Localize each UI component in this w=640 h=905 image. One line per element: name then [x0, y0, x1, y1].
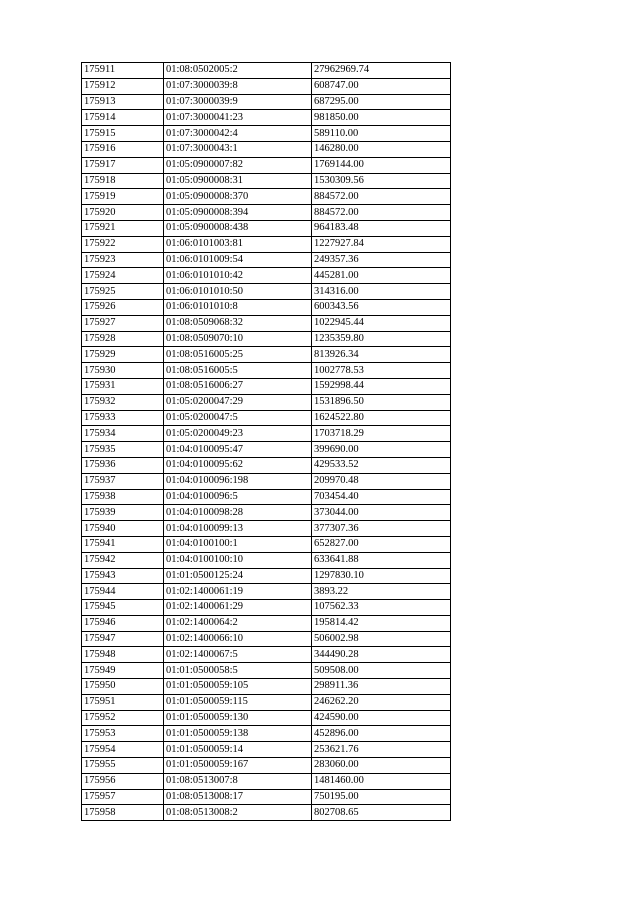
- table-row: [82, 426, 451, 442]
- cadastral-number-cell: 01:07:3000043:1: [164, 141, 312, 157]
- value-cell: 27962969.74: [312, 63, 451, 79]
- table-row: [82, 442, 451, 458]
- value-cell: 195814.42: [312, 615, 451, 631]
- table-row: [82, 252, 451, 268]
- row-number-cell: 175941: [82, 536, 164, 552]
- row-number-cell: 175942: [82, 552, 164, 568]
- table-row: [82, 789, 451, 805]
- cadastral-number-cell: 01:04:0100098:28: [164, 505, 312, 521]
- cadastral-number-cell: 01:05:0900008:438: [164, 220, 312, 236]
- table-row: [82, 600, 451, 616]
- row-number-cell: 175935: [82, 442, 164, 458]
- cadastral-number-cell: 01:05:0200047:5: [164, 410, 312, 426]
- value-cell: 506002.98: [312, 631, 451, 647]
- table-row: [82, 552, 451, 568]
- value-cell: 314316.00: [312, 284, 451, 300]
- row-number-cell: 175939: [82, 505, 164, 521]
- row-number-cell: 175938: [82, 489, 164, 505]
- cadastral-number-cell: 01:05:0900008:31: [164, 173, 312, 189]
- value-cell: 298911.36: [312, 679, 451, 695]
- table-body: [82, 63, 451, 821]
- cadastral-number-cell: 01:05:0900008:370: [164, 189, 312, 205]
- row-number-cell: 175956: [82, 773, 164, 789]
- row-number-cell: 175951: [82, 694, 164, 710]
- row-number-cell: 175957: [82, 789, 164, 805]
- value-cell: 445281.00: [312, 268, 451, 284]
- row-number-cell: 175933: [82, 410, 164, 426]
- cadastral-number-cell: 01:06:0101009:54: [164, 252, 312, 268]
- value-cell: 750195.00: [312, 789, 451, 805]
- value-cell: 652827.00: [312, 536, 451, 552]
- table-row: [82, 679, 451, 695]
- row-number-cell: 175936: [82, 457, 164, 473]
- value-cell: 1002778.53: [312, 363, 451, 379]
- cadastral-number-cell: 01:07:3000039:9: [164, 94, 312, 110]
- cadastral-number-cell: 01:08:0513008:2: [164, 805, 312, 821]
- cadastral-number-cell: 01:06:0101010:50: [164, 284, 312, 300]
- value-cell: 452896.00: [312, 726, 451, 742]
- value-cell: 1297830.10: [312, 568, 451, 584]
- row-number-cell: 175927: [82, 315, 164, 331]
- value-cell: 703454.40: [312, 489, 451, 505]
- cadastral-number-cell: 01:06:0101010:8: [164, 299, 312, 315]
- table-row: [82, 315, 451, 331]
- value-cell: 1531896.50: [312, 394, 451, 410]
- cadastral-number-cell: 01:01:0500059:167: [164, 758, 312, 774]
- row-number-cell: 175926: [82, 299, 164, 315]
- value-cell: 1481460.00: [312, 773, 451, 789]
- table-row: [82, 63, 451, 79]
- row-number-cell: 175946: [82, 615, 164, 631]
- table-row: [82, 94, 451, 110]
- cadastral-number-cell: 01:02:1400064:2: [164, 615, 312, 631]
- table-row: [82, 805, 451, 821]
- cadastral-number-cell: 01:08:0509070:10: [164, 331, 312, 347]
- cadastral-number-cell: 01:01:0500059:115: [164, 694, 312, 710]
- cadastral-number-cell: 01:01:0500059:14: [164, 742, 312, 758]
- row-number-cell: 175921: [82, 220, 164, 236]
- value-cell: 1624522.80: [312, 410, 451, 426]
- cadastral-number-cell: 01:01:0500059:130: [164, 710, 312, 726]
- row-number-cell: 175940: [82, 521, 164, 537]
- row-number-cell: 175947: [82, 631, 164, 647]
- table-row: [82, 631, 451, 647]
- row-number-cell: 175913: [82, 94, 164, 110]
- cadastral-number-cell: 01:07:3000039:8: [164, 78, 312, 94]
- table-row: [82, 742, 451, 758]
- row-number-cell: 175932: [82, 394, 164, 410]
- row-number-cell: 175924: [82, 268, 164, 284]
- row-number-cell: 175911: [82, 63, 164, 79]
- table-row: [82, 126, 451, 142]
- value-cell: 1022945.44: [312, 315, 451, 331]
- table-row: [82, 773, 451, 789]
- table-row: [82, 410, 451, 426]
- table-row: [82, 236, 451, 252]
- cadastral-number-cell: 01:04:0100100:1: [164, 536, 312, 552]
- value-cell: 608747.00: [312, 78, 451, 94]
- table-row: [82, 394, 451, 410]
- row-number-cell: 175945: [82, 600, 164, 616]
- value-cell: 687295.00: [312, 94, 451, 110]
- value-cell: 802708.65: [312, 805, 451, 821]
- table-row: [82, 710, 451, 726]
- value-cell: 633641.88: [312, 552, 451, 568]
- value-cell: 283060.00: [312, 758, 451, 774]
- value-cell: 1592998.44: [312, 378, 451, 394]
- table-row: [82, 284, 451, 300]
- row-number-cell: 175919: [82, 189, 164, 205]
- row-number-cell: 175928: [82, 331, 164, 347]
- table-row: [82, 521, 451, 537]
- cadastral-number-cell: 01:02:1400067:5: [164, 647, 312, 663]
- cadastral-number-cell: 01:02:1400061:29: [164, 600, 312, 616]
- row-number-cell: 175955: [82, 758, 164, 774]
- value-cell: 107562.33: [312, 600, 451, 616]
- row-number-cell: 175920: [82, 205, 164, 221]
- row-number-cell: 175934: [82, 426, 164, 442]
- table-row: [82, 584, 451, 600]
- row-number-cell: 175930: [82, 363, 164, 379]
- table-row: [82, 331, 451, 347]
- value-cell: 209970.48: [312, 473, 451, 489]
- cadastral-number-cell: 01:04:0100100:10: [164, 552, 312, 568]
- table-row: [82, 141, 451, 157]
- value-cell: 1703718.29: [312, 426, 451, 442]
- table-row: [82, 347, 451, 363]
- table-row: [82, 78, 451, 94]
- cadastral-number-cell: 01:01:0500058:5: [164, 663, 312, 679]
- data-table: [81, 62, 451, 821]
- cadastral-number-cell: 01:08:0509068:32: [164, 315, 312, 331]
- value-cell: 964183.48: [312, 220, 451, 236]
- value-cell: 3893.22: [312, 584, 451, 600]
- table-row: [82, 363, 451, 379]
- table-row: [82, 758, 451, 774]
- table-row: [82, 505, 451, 521]
- value-cell: 373044.00: [312, 505, 451, 521]
- value-cell: 884572.00: [312, 189, 451, 205]
- row-number-cell: 175931: [82, 378, 164, 394]
- cadastral-number-cell: 01:07:3000041:23: [164, 110, 312, 126]
- cadastral-number-cell: 01:08:0513008:17: [164, 789, 312, 805]
- table-row: [82, 489, 451, 505]
- row-number-cell: 175918: [82, 173, 164, 189]
- table-row: [82, 110, 451, 126]
- cadastral-number-cell: 01:04:0100099:13: [164, 521, 312, 537]
- value-cell: 1235359.80: [312, 331, 451, 347]
- cadastral-number-cell: 01:07:3000042:4: [164, 126, 312, 142]
- cadastral-number-cell: 01:06:0101010:42: [164, 268, 312, 284]
- row-number-cell: 175953: [82, 726, 164, 742]
- value-cell: 249357.36: [312, 252, 451, 268]
- cadastral-number-cell: 01:04:0100095:47: [164, 442, 312, 458]
- cadastral-number-cell: 01:02:1400061:19: [164, 584, 312, 600]
- cadastral-number-cell: 01:08:0516005:25: [164, 347, 312, 363]
- cadastral-number-cell: 01:05:0900007:82: [164, 157, 312, 173]
- cadastral-number-cell: 01:08:0516006:27: [164, 378, 312, 394]
- cadastral-number-cell: 01:08:0516005:5: [164, 363, 312, 379]
- table-row: [82, 647, 451, 663]
- row-number-cell: 175929: [82, 347, 164, 363]
- cadastral-number-cell: 01:01:0500125:24: [164, 568, 312, 584]
- table-row: [82, 536, 451, 552]
- row-number-cell: 175916: [82, 141, 164, 157]
- value-cell: 424590.00: [312, 710, 451, 726]
- value-cell: 377307.36: [312, 521, 451, 537]
- value-cell: 246262.20: [312, 694, 451, 710]
- table-row: [82, 157, 451, 173]
- row-number-cell: 175954: [82, 742, 164, 758]
- row-number-cell: 175914: [82, 110, 164, 126]
- value-cell: 253621.76: [312, 742, 451, 758]
- value-cell: 146280.00: [312, 141, 451, 157]
- value-cell: 600343.56: [312, 299, 451, 315]
- table-row: [82, 726, 451, 742]
- table-row: [82, 205, 451, 221]
- value-cell: 813926.34: [312, 347, 451, 363]
- table-row: [82, 473, 451, 489]
- value-cell: 1227927.84: [312, 236, 451, 252]
- row-number-cell: 175958: [82, 805, 164, 821]
- cadastral-number-cell: 01:05:0200047:29: [164, 394, 312, 410]
- row-number-cell: 175925: [82, 284, 164, 300]
- cadastral-number-cell: 01:04:0100096:5: [164, 489, 312, 505]
- value-cell: 981850.00: [312, 110, 451, 126]
- table-row: [82, 299, 451, 315]
- table-row: [82, 173, 451, 189]
- cadastral-number-cell: 01:02:1400066:10: [164, 631, 312, 647]
- value-cell: 1769144.00: [312, 157, 451, 173]
- cadastral-number-cell: 01:01:0500059:138: [164, 726, 312, 742]
- table-row: [82, 189, 451, 205]
- row-number-cell: 175943: [82, 568, 164, 584]
- value-cell: 429533.52: [312, 457, 451, 473]
- row-number-cell: 175923: [82, 252, 164, 268]
- table-row: [82, 663, 451, 679]
- row-number-cell: 175922: [82, 236, 164, 252]
- row-number-cell: 175937: [82, 473, 164, 489]
- table-row: [82, 220, 451, 236]
- value-cell: 589110.00: [312, 126, 451, 142]
- cadastral-number-cell: 01:08:0502005:2: [164, 63, 312, 79]
- table-row: [82, 268, 451, 284]
- cadastral-number-cell: 01:05:0900008:394: [164, 205, 312, 221]
- cadastral-number-cell: 01:01:0500059:105: [164, 679, 312, 695]
- row-number-cell: 175950: [82, 679, 164, 695]
- cadastral-number-cell: 01:05:0200049:23: [164, 426, 312, 442]
- cadastral-number-cell: 01:04:0100095:62: [164, 457, 312, 473]
- value-cell: 344490.28: [312, 647, 451, 663]
- row-number-cell: 175917: [82, 157, 164, 173]
- row-number-cell: 175949: [82, 663, 164, 679]
- value-cell: 399690.00: [312, 442, 451, 458]
- table-row: [82, 615, 451, 631]
- cadastral-number-cell: 01:06:0101003:81: [164, 236, 312, 252]
- cadastral-number-cell: 01:04:0100096:198: [164, 473, 312, 489]
- row-number-cell: 175948: [82, 647, 164, 663]
- row-number-cell: 175952: [82, 710, 164, 726]
- row-number-cell: 175944: [82, 584, 164, 600]
- table-row: [82, 568, 451, 584]
- row-number-cell: 175912: [82, 78, 164, 94]
- table-row: [82, 378, 451, 394]
- table-row: [82, 694, 451, 710]
- table-row: [82, 457, 451, 473]
- row-number-cell: 175915: [82, 126, 164, 142]
- value-cell: 884572.00: [312, 205, 451, 221]
- value-cell: 1530309.56: [312, 173, 451, 189]
- value-cell: 509508.00: [312, 663, 451, 679]
- cadastral-number-cell: 01:08:0513007:8: [164, 773, 312, 789]
